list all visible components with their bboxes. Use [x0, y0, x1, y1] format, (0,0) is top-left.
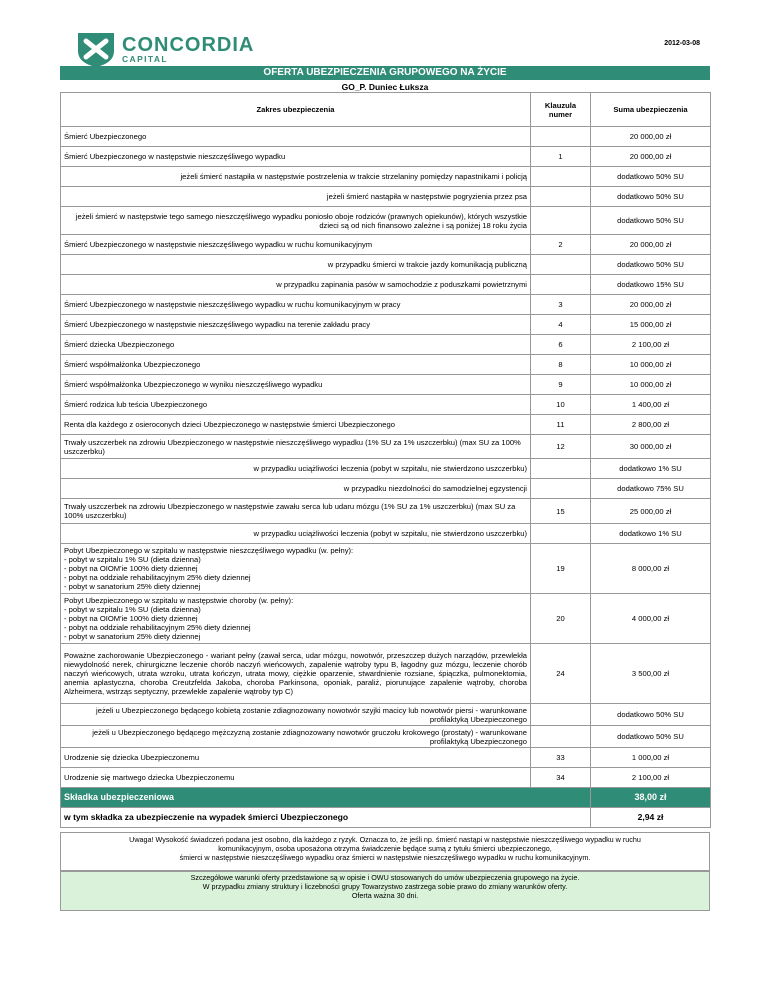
row-amount: 3 500,00 zł — [591, 644, 711, 704]
table-row — [61, 644, 711, 704]
row-scope: jeżeli u Ubezpieczonego będącego mężczyzną zostanie zdiagnozowany nowotwór gruczołu krokowego (prostaty) - warunkowane profilaktyką Ubezpieczonego — [61, 726, 531, 748]
row-scope: Urodzenie się martwego dziecka Ubezpieczonemu — [61, 768, 531, 788]
premium-death-label: w tym składka za ubezpieczenie na wypadek śmierci Ubezpieczonego — [61, 808, 591, 828]
row-scope: jeżeli u Ubezpieczonego będącego kobietą zostanie zdiagnozowany nowotwór szyjki macicy lub nowotwór piersi - warunkowane profilaktyką Ubezpieczonego — [61, 704, 531, 726]
row-amount: dodatkowo 50% SU — [591, 167, 711, 187]
row-clause: 10 — [531, 395, 591, 415]
terms-line: W przypadku zmiany struktury i liczebności grupy Towarzystwo zastrzega sobie prawo do zmiany warunków oferty. — [202, 882, 568, 891]
coverage-table — [60, 92, 711, 828]
row-scope: w przypadku uciążliwości leczenia (pobyt w szpitalu, nie stwierdzono uszczerbku) — [61, 459, 531, 479]
terms-line: Oferta ważna 30 dni. — [351, 891, 419, 900]
table-row — [61, 544, 711, 594]
row-clause: 12 — [531, 435, 591, 459]
row-scope: Poważne zachorowanie Ubezpieczonego - wariant pełny (zawał serca, udar mózgu, nowotwór, przeszczep dużych narządów, przewlekła niewydolność nerek, chirurgiczne leczenie chorób naczyń wieńcowych, zapalenie wątroby typu B, łagodny guz mózgu, leczenie chorób naczyń wieńcowych, utrata wzroku, utrata kończyn, utrata mowy, ciężkie oparzenie, stwardnienie rozsiane, śpiączka, pulmonektomia, anemia aplastyczna, choroba Creutzfelda Jakoba, choroba Parkinsona, oponiak, paraliż, piorunujące zapalenie wątroby, choroba Alzheimera, wstrząs septyczny, przewlekłe zapalenie wątroby typ C) — [61, 644, 531, 704]
row-clause: 1 — [531, 147, 591, 167]
table-row — [61, 768, 711, 788]
row-amount: 1 000,00 zł — [591, 748, 711, 768]
table-row — [61, 295, 711, 315]
table-row — [61, 127, 711, 147]
table-row — [61, 187, 711, 207]
row-amount: dodatkowo 50% SU — [591, 704, 711, 726]
row-clause: 8 — [531, 355, 591, 375]
row-clause — [531, 479, 591, 499]
row-clause — [531, 167, 591, 187]
brand-subname: CAPITAL — [122, 54, 168, 64]
row-amount: dodatkowo 1% SU — [591, 524, 711, 544]
offer-document — [60, 20, 710, 900]
row-amount: dodatkowo 15% SU — [591, 275, 711, 295]
row-amount: dodatkowo 1% SU — [591, 459, 711, 479]
row-clause: 20 — [531, 594, 591, 644]
row-clause: 4 — [531, 315, 591, 335]
row-scope: Śmierć Ubezpieczonego w następstwie nieszczęśliwego wypadku — [61, 147, 531, 167]
warning-note — [60, 832, 710, 871]
row-amount: 2 100,00 zł — [591, 768, 711, 788]
premium-row — [61, 788, 711, 808]
row-amount: 20 000,00 zł — [591, 147, 711, 167]
table-row — [61, 255, 711, 275]
table-row — [61, 415, 711, 435]
header-clause: Klauzula numer — [531, 93, 591, 127]
row-scope: w przypadku niezdolności do samodzielnej egzystencji — [61, 479, 531, 499]
row-amount: dodatkowo 50% SU — [591, 726, 711, 748]
table-row — [61, 395, 711, 415]
row-clause: 3 — [531, 295, 591, 315]
row-clause: 2 — [531, 235, 591, 255]
warning-line: Uwaga! Wysokość świadczeń podana jest osobno, dla każdego z ryzyk. Oznacza to, że jeśli np. śmierć nastąpi w następstwie nieszczęśliwego wypadku w ruchu — [129, 835, 641, 844]
terms-line: Szczegółowe warunki oferty przedstawione są w opisie i OWU stosowanych do umów ubezpieczenia grupowego na życie. — [190, 873, 580, 882]
terms-note — [60, 871, 710, 911]
brand-name: CONCORDIA — [122, 34, 255, 56]
row-amount: 1 400,00 zł — [591, 395, 711, 415]
table-row — [61, 167, 711, 187]
table-row — [61, 524, 711, 544]
row-clause — [531, 275, 591, 295]
row-scope: Trwały uszczerbek na zdrowiu Ubezpieczonego w następstwie zawału serca lub udaru mózgu (1% SU za 1% uszczerbku) (max SU za 100% uszczerbku) — [61, 499, 531, 524]
row-scope: Śmierć Ubezpieczonego w następstwie nieszczęśliwego wypadku na terenie zakładu pracy — [61, 315, 531, 335]
row-amount: 20 000,00 zł — [591, 127, 711, 147]
row-clause: 15 — [531, 499, 591, 524]
row-clause — [531, 726, 591, 748]
row-amount: 2 100,00 zł — [591, 335, 711, 355]
table-row — [61, 207, 711, 235]
row-scope: jeżeli śmierć nastąpiła w następstwie postrzelenia w trakcie strzelaniny pomiędzy napastnikami i policją — [61, 167, 531, 187]
row-scope: w przypadku zapinania pasów w samochodzie z poduszkami powietrznymi — [61, 275, 531, 295]
row-amount: dodatkowo 50% SU — [591, 255, 711, 275]
row-scope: Pobyt Ubezpieczonego w szpitalu w następstwie choroby (w. pełny): - pobyt w szpitalu 1% SU (dieta dzienna) - pobyt na OIOM'ie 100% diety dziennej - pobyt na oddziale rehabilitacyjnym 25% diety dziennej - pobyt w sanatorium 25% diety dziennej — [61, 594, 531, 644]
row-clause — [531, 524, 591, 544]
row-clause — [531, 187, 591, 207]
row-clause: 6 — [531, 335, 591, 355]
row-clause — [531, 704, 591, 726]
table-row — [61, 435, 711, 459]
row-clause: 34 — [531, 768, 591, 788]
table-row — [61, 335, 711, 355]
row-clause: 19 — [531, 544, 591, 594]
row-amount: 4 000,00 zł — [591, 594, 711, 644]
premium-value: 38,00 zł — [591, 788, 711, 808]
row-amount: dodatkowo 50% SU — [591, 187, 711, 207]
header-amount: Suma ubezpieczenia — [591, 93, 711, 127]
table-row — [61, 459, 711, 479]
row-amount: 25 000,00 zł — [591, 499, 711, 524]
row-scope: Trwały uszczerbek na zdrowiu Ubezpieczonego w następstwie nieszczęśliwego wypadku (1% SU za 1% uszczerbku) (max SU za 100% uszczerbku) — [61, 435, 531, 459]
premium-label: Składka ubezpieczeniowa — [61, 788, 591, 808]
table-row — [61, 499, 711, 524]
header-scope: Zakres ubezpieczenia — [61, 93, 531, 127]
table-row — [61, 726, 711, 748]
row-clause: 24 — [531, 644, 591, 704]
row-amount: 10 000,00 zł — [591, 355, 711, 375]
table-row — [61, 594, 711, 644]
row-scope: Śmierć współmałżonka Ubezpieczonego — [61, 355, 531, 375]
row-scope: Śmierć Ubezpieczonego w następstwie nieszczęśliwego wypadku w ruchu komunikacyjnym — [61, 235, 531, 255]
row-clause — [531, 459, 591, 479]
row-amount: 2 800,00 zł — [591, 415, 711, 435]
row-clause — [531, 127, 591, 147]
warning-line: śmierci w następstwie nieszczęśliwego wypadku oraz śmierci w następstwie nieszczęśliwego wypadku w ruchu komunikacyjnym. — [179, 853, 591, 862]
table-row — [61, 748, 711, 768]
row-clause — [531, 207, 591, 235]
table-row — [61, 275, 711, 295]
row-scope: Śmierć rodzica lub teścia Ubezpieczonego — [61, 395, 531, 415]
table-row — [61, 147, 711, 167]
row-amount: 10 000,00 zł — [591, 375, 711, 395]
row-scope: Pobyt Ubezpieczonego w szpitalu w następstwie nieszczęśliwego wypadku (w. pełny): - pobyt w szpitalu 1% SU (dieta dzienna) - pobyt na OIOM'ie 100% diety dziennej - pobyt na oddziale rehabilitacyjnym 25% diety dziennej - pobyt w sanatorium 25% diety dziennej — [61, 544, 531, 594]
concordia-logo-icon — [74, 29, 118, 69]
table-row — [61, 375, 711, 395]
row-amount: dodatkowo 75% SU — [591, 479, 711, 499]
row-scope: Śmierć Ubezpieczonego — [61, 127, 531, 147]
table-row — [61, 479, 711, 499]
row-scope: jeżeli śmierć w następstwie tego samego nieszczęśliwego wypadku poniosło oboje rodziców (prawnych opiekunów), których wszystkie dzieci są od nich finansowo zależne i są poniżej 18 roku życia — [61, 207, 531, 235]
row-clause: 11 — [531, 415, 591, 435]
table-row — [61, 355, 711, 375]
row-amount: 20 000,00 zł — [591, 235, 711, 255]
row-scope: w przypadku śmierci w trakcie jazdy komunikacją publiczną — [61, 255, 531, 275]
premium-death-row — [61, 808, 711, 828]
table-header-row — [61, 93, 711, 127]
row-scope: jeżeli śmierć nastąpiła w następstwie pogryzienia przez psa — [61, 187, 531, 207]
table-row — [61, 235, 711, 255]
row-scope: Śmierć współmałżonka Ubezpieczonego w wyniku nieszczęśliwego wypadku — [61, 375, 531, 395]
table-row — [61, 315, 711, 335]
row-clause — [531, 255, 591, 275]
row-clause: 9 — [531, 375, 591, 395]
row-scope: Śmierć Ubezpieczonego w następstwie nieszczęśliwego wypadku w ruchu komunikacyjnym w pracy — [61, 295, 531, 315]
offer-title: OFERTA UBEZPIECZENIA GRUPOWEGO NA ŻYCIE — [60, 66, 710, 80]
header — [60, 20, 710, 64]
table-row — [61, 704, 711, 726]
row-amount: 15 000,00 zł — [591, 315, 711, 335]
row-amount: dodatkowo 50% SU — [591, 207, 711, 235]
row-scope: Urodzenie się dziecka Ubezpieczonemu — [61, 748, 531, 768]
row-clause: 33 — [531, 748, 591, 768]
offer-date: 2012-03-08 — [664, 40, 700, 47]
group-name: GO_P. Duniec Łuksza — [341, 82, 429, 92]
row-amount: 20 000,00 zł — [591, 295, 711, 315]
row-scope: Renta dla każdego z osieroconych dzieci Ubezpieczonego w następstwie śmierci Ubezpieczonego — [61, 415, 531, 435]
row-amount: 30 000,00 zł — [591, 435, 711, 459]
row-scope: w przypadku uciążliwości leczenia (pobyt w szpitalu, nie stwierdzono uszczerbku) — [61, 524, 531, 544]
row-scope: Śmierć dziecka Ubezpieczonego — [61, 335, 531, 355]
warning-line: komunikacyjnym, osoba uposażona otrzyma świadczenie będące sumą z tytułu śmierci ubezpieczonego, — [218, 844, 552, 853]
row-amount: 8 000,00 zł — [591, 544, 711, 594]
premium-death-value: 2,94 zł — [591, 808, 711, 828]
